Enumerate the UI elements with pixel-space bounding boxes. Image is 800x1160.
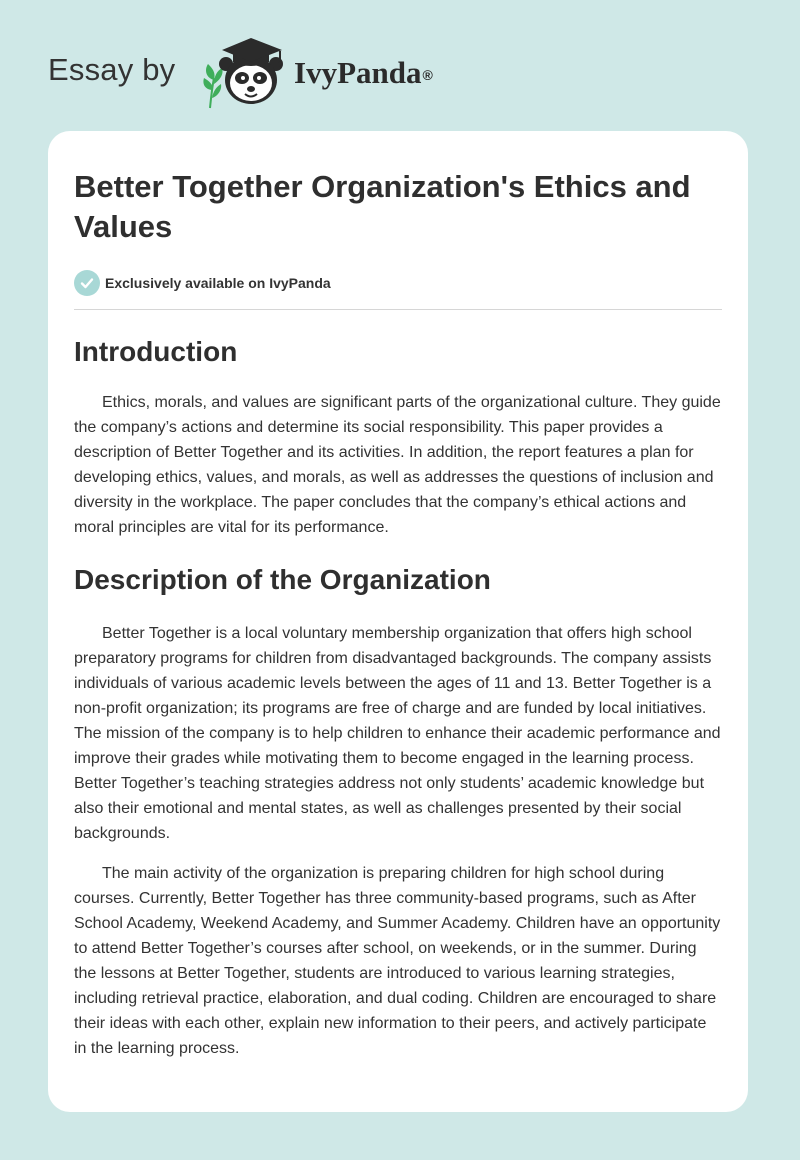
exclusive-badge-label: Exclusively available on IvyPanda: [105, 275, 331, 291]
essay-by-label: Essay by: [48, 52, 176, 87]
ivy-leaf-icon: [203, 64, 222, 108]
registered-mark: ®: [422, 67, 433, 83]
essay-title: Better Together Organization's Ethics and Values: [74, 169, 691, 244]
brand-name[interactable]: [294, 55, 433, 91]
brand-text: IvyPanda: [294, 55, 422, 90]
exclusive-badge: [74, 269, 722, 297]
site-header: [0, 0, 800, 130]
title-divider: [74, 309, 722, 310]
paragraph-introduction: Ethics, morals, and values are significant parts of the organizational culture. They guide the company’s actions and determine its social responsibility. This paper provides a description of Better Together and its activities. In addition, the report features a plan for developing ethics, values, and morals, as well as addresses the questions of inclusion and diversity in the workplace. The paper concludes that the company’s ethical actions and moral principles are vital for its performance.: [74, 394, 721, 536]
ivypanda-logo-icon[interactable]: [200, 34, 292, 110]
section-heading-description: Description of the Organization: [74, 564, 491, 595]
check-circle-icon: [74, 270, 100, 296]
paragraph-description-1: Better Together is a local voluntary membership organization that offers high school preparatory programs for children from disadvantaged backgrounds. The company assists individuals of various academic levels between the ages of 11 and 13. Better Together is a non-profit organization; its programs are free of charge and are funded by local initiatives. The mission of the company is to help children to enhance their academic performance and improve their grades while motivating them to become engaged in the learning process. Better Together’s teaching strategies address not only students’ academic knowledge but also their emotional and mental states, as well as challenges presented by their social backgrounds.: [74, 625, 721, 842]
paragraph-description-2: The main activity of the organization is preparing children for high school during courses. Currently, Better Together has three community-based programs, such as After School Academy, Weekend Academy, and Summer Academy. Children have an opportunity to attend Better Together’s courses after school, on weekends, or in the summer. During the lessons at Better Together, students are introduced to various learning strategies, including retrieval practice, elaboration, and dual coding. Children are encouraged to share their ideas with each other, explain new information to their peers, and actively participate in the learning process.: [74, 865, 721, 1057]
section-heading-introduction: Introduction: [74, 336, 238, 367]
essay-card: [48, 131, 748, 1112]
